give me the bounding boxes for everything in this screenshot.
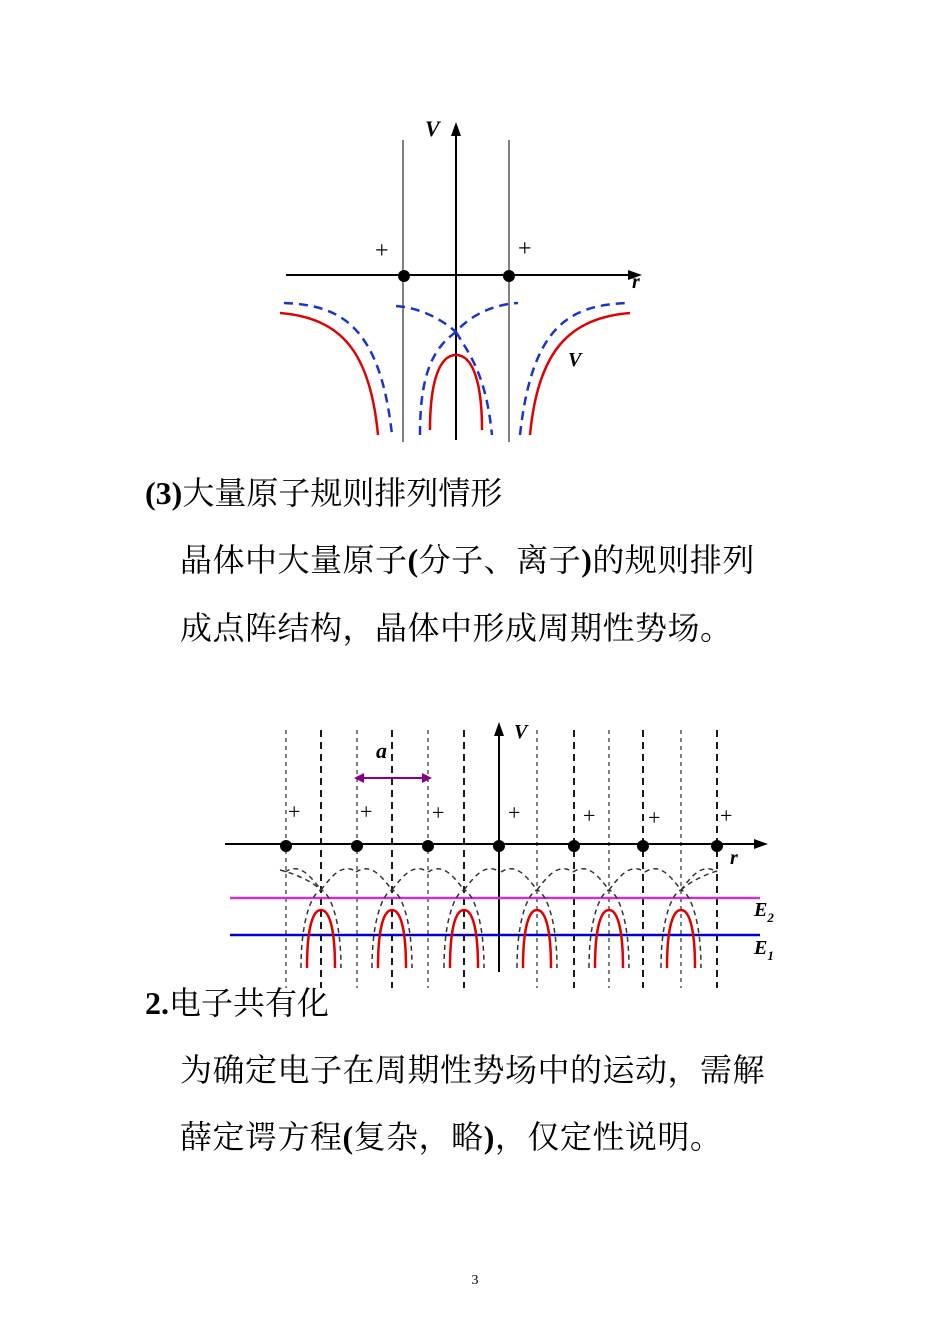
dashed-arch-right (392, 869, 428, 890)
atom-dot (280, 840, 292, 852)
plus-charge-label: + (360, 799, 373, 824)
curve-v-label: V (568, 349, 582, 371)
plus-charge-label: + (720, 803, 733, 828)
dashed-arch-left (573, 869, 609, 890)
r-axis-label: r (730, 847, 738, 869)
atom-vertical-dashed-lines (286, 730, 717, 988)
total-potential-center-left-dashed (396, 306, 456, 332)
plus-charge-labels (288, 799, 732, 830)
plus-charge-label: + (288, 799, 301, 824)
atom-dot (568, 840, 580, 852)
plus-charge-label: + (432, 800, 445, 825)
atom-dot (493, 840, 505, 852)
section-3-paragraph-line-1: 晶体中大量原子(分子、离子)的规则排列 (180, 541, 755, 579)
e2-label: $E_2$ (754, 899, 774, 925)
section-2-heading (145, 978, 329, 1024)
right-atom-dot (503, 270, 515, 282)
dashed-arch-right (321, 869, 357, 890)
lattice-constant-label: a (376, 738, 387, 763)
lattice-constant-arrowhead-right (422, 773, 432, 783)
dashed-arch-left (428, 869, 464, 890)
atom-dot (422, 840, 434, 852)
total-potential-middle-dashed (420, 303, 518, 435)
dashed-arch-left (645, 869, 681, 890)
dashed-arch-right (609, 869, 645, 890)
two-atom-potential-figure (270, 110, 650, 450)
lattice-constant-arrowhead-left (354, 773, 364, 783)
atom-dot (637, 840, 649, 852)
dashed-arch-left (285, 869, 321, 890)
atom-dot (351, 840, 363, 852)
page-number: 3 (471, 1273, 479, 1288)
dashed-arch-left (501, 869, 537, 890)
v-axis-label: V (425, 116, 440, 141)
v-axis-arrowhead (494, 722, 504, 736)
v-axis-label: V (514, 721, 528, 743)
e1-label: $E_1$ (754, 937, 774, 963)
section-3-heading (145, 468, 502, 514)
section-2-paragraph-line-2: 薛定谔方程(复杂，略)，仅定性说明。 (180, 1118, 723, 1156)
dashed-arch-edge (280, 870, 321, 890)
dashed-arch-right (681, 869, 717, 890)
plus-charge-label: + (648, 805, 661, 830)
red-potential-wells (307, 910, 695, 968)
atom-dot (711, 840, 723, 852)
section-2-title: 电子共有化 (169, 984, 330, 1022)
periodic-potential-figure (220, 712, 780, 992)
v-axis-arrowhead (451, 122, 461, 136)
total-potential-center-right-dashed (456, 332, 492, 435)
red-potential-right (530, 313, 630, 435)
left-atom-dot (398, 270, 410, 282)
section-3-title: 大量原子规则排列情形 (182, 474, 503, 512)
plus-charge-label: + (583, 803, 596, 828)
dashed-arch-left (356, 869, 392, 890)
section-2-paragraph-line-1: 为确定电子在周期性势场中的运动，需解 (180, 1051, 766, 1089)
section-3-paragraph-line-2: 成点阵结构，晶体中形成周期性势场。 (180, 609, 733, 647)
dashed-arch-right (537, 869, 573, 890)
red-potential-left (280, 313, 378, 435)
dashed-arch-edge (681, 870, 720, 890)
r-axis-label: r (632, 271, 640, 293)
section-2-number: 2. (145, 985, 169, 1021)
atom-dots (280, 840, 723, 852)
plus-charge-label: + (508, 800, 521, 825)
plus-left-label: + (375, 238, 389, 264)
r-axis-arrowhead (754, 839, 768, 849)
plus-right-label: + (518, 236, 532, 262)
dashed-arch-right (464, 869, 500, 890)
section-3-number: (3) (145, 475, 183, 511)
